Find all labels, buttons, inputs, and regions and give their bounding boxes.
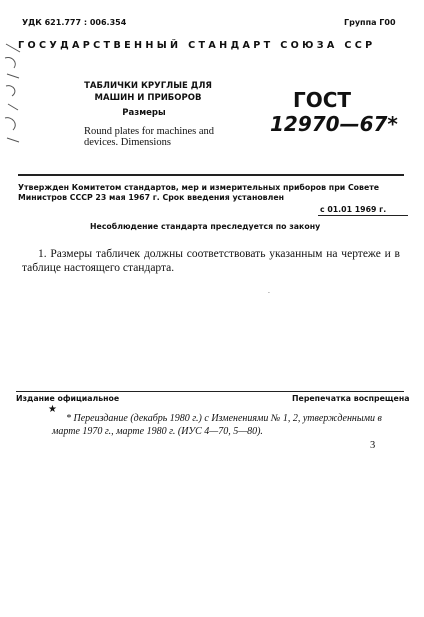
effective-date: с 01.01 1969 г. [320,205,387,214]
reprint-prohibited: Перепечатка воспрещена [292,394,410,403]
effective-date-underline [318,215,408,216]
document-title-en: Round plates for machines and devices. Dimensions [84,126,215,148]
reissue-footnote: * Переиздание (декабрь 1980 г.) с Изменениями № 1, 2, утвержденными в марте 1970 г., марте 1980 г. (ИУС 4—70, 5—80). [52,413,382,437]
footer-divider [16,391,404,392]
document-title-ru: ТАБЛИЧКИ КРУГЛЫЕ ДЛЯ МАШИН И ПРИБОРОВ [84,81,212,103]
state-standard-header: ГОСУДАРСТВЕННЫЙ СТАНДАРТ СОЮЗА ССР [18,40,376,51]
page-number: 3 [370,440,376,451]
library-stamp-icon [2,38,24,148]
star-icon: ★ [48,404,57,415]
group-code: Группа Г00 [344,18,396,27]
official-edition: Издание официальное [16,394,120,403]
header-divider [18,174,404,176]
stray-dot: · [268,290,270,297]
document-subtitle-ru: Размеры [122,108,166,118]
udk-code: УДК 621.777 : 006.354 [22,18,127,27]
gost-number: 12970—67* [270,112,398,136]
approval-text: Утвержден Комитетом стандартов, мер и измерительных приборов при Совете Министров СССР 23 мая 1967 г. Срок введения установлен [18,183,380,202]
clause-1: 1. Размеры табличек должны соответствовать указанным на чертеже и в таблице настоящего стандарта. [22,248,400,274]
non-compliance-note: Несоблюдение стандарта преследуется по закону [90,222,321,231]
gost-label: ГОСТ [293,88,352,112]
